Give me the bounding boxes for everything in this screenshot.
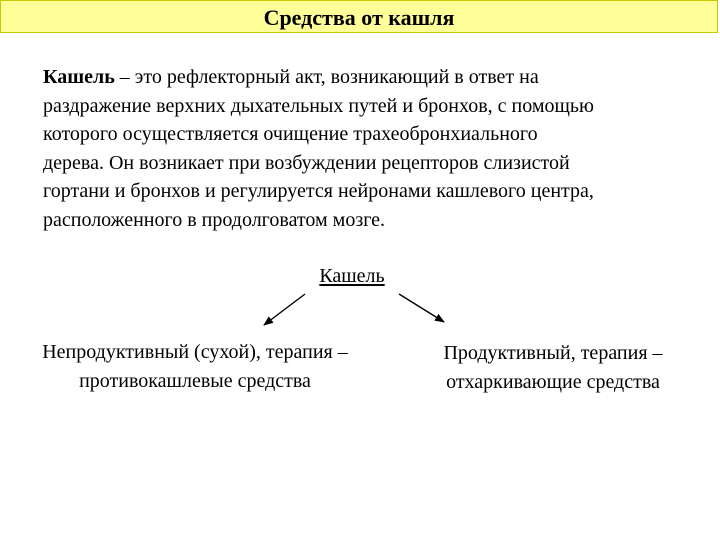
definition-line-1-text: – это рефлекторный акт, возникающий в ответ на	[114, 66, 539, 88]
right-arrow	[399, 294, 444, 322]
page-title: Средства от кашля	[263, 5, 455, 30]
definition-line-4: дерева. Он возникает при возбуждении рецепторов слизистой	[43, 151, 570, 174]
right-branch-line-2: отхаркивающие средства	[446, 371, 660, 393]
left-branch	[2, 338, 388, 396]
right-branch-line-1: Продуктивный, терапия –	[443, 342, 663, 364]
left-branch-line-1: Непродуктивный (сухой), терапия –	[42, 341, 348, 363]
diagram-root-text: Кашель	[319, 265, 385, 287]
definition-line-5: гортани и бронхов и регулируется нейронами кашлевого центра,	[43, 180, 594, 202]
definition-line-2: раздражение верхних дыхательных путей и бронхов, с помощью	[43, 94, 594, 117]
right-branch	[408, 339, 698, 397]
definition-line-3: которого осуществляется очищение трахеобронхиального	[43, 123, 538, 145]
definition-term: Кашель	[43, 66, 115, 88]
left-branch-line-2: противокашлевые средства	[79, 370, 311, 392]
definition-line-6: расположенного в продолговатом мозге.	[43, 208, 386, 231]
left-arrow	[264, 294, 305, 325]
